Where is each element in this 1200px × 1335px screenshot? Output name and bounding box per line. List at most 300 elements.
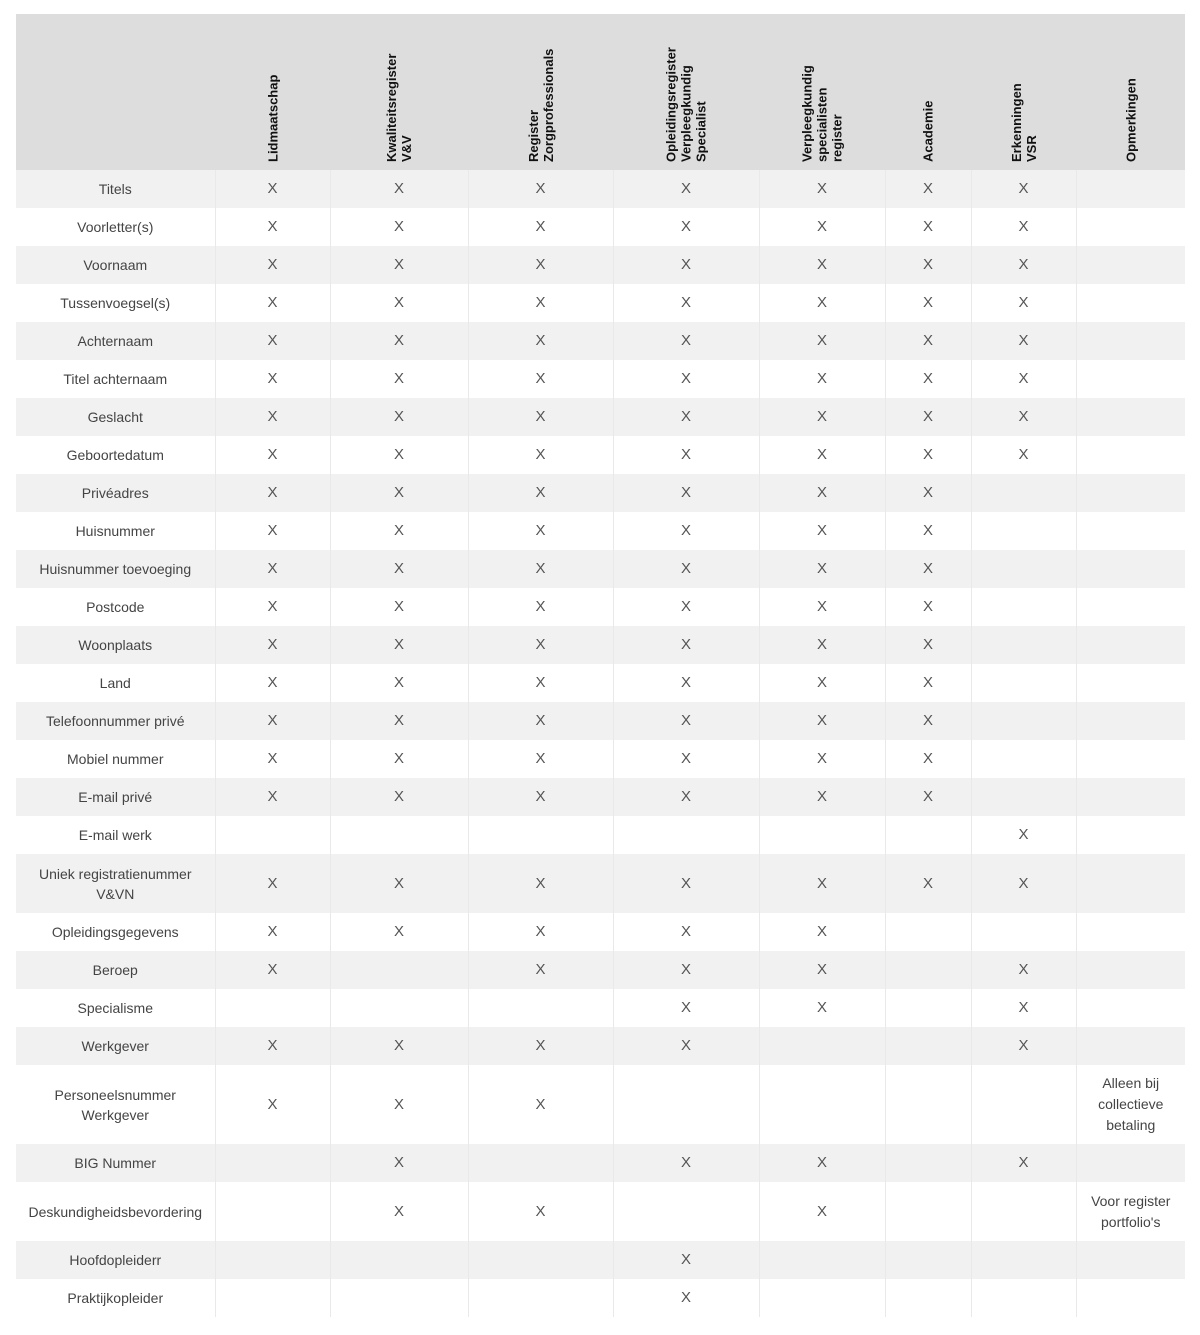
check-mark-cell: X: [613, 778, 759, 816]
check-mark-cell: X: [215, 360, 330, 398]
column-header-lidmaatschap: [215, 14, 330, 170]
table-row: [16, 702, 1185, 740]
check-mark-cell: X: [885, 474, 971, 512]
column-header-academie: [885, 14, 971, 170]
remark-cell: [1076, 512, 1185, 550]
table-row: [16, 913, 1185, 951]
empty-cell: [971, 1241, 1076, 1279]
check-mark-cell: X: [971, 360, 1076, 398]
empty-cell: [971, 1279, 1076, 1317]
row-label: Tussenvoegsel(s): [60, 295, 171, 311]
remark-cell: [1076, 436, 1185, 474]
empty-cell: [885, 1144, 971, 1182]
check-mark-cell: X: [759, 436, 885, 474]
empty-cell: [971, 913, 1076, 951]
check-mark-cell: X: [215, 512, 330, 550]
header-corner-cell: [16, 14, 215, 170]
row-label: Woonplaats: [78, 637, 153, 653]
remark-cell: [1076, 474, 1185, 512]
empty-cell: [971, 702, 1076, 740]
table-row: [16, 664, 1185, 702]
table-body: [16, 170, 1185, 1317]
column-header-register-zorgprofessionals: [468, 14, 613, 170]
check-mark-cell: X: [215, 398, 330, 436]
row-label: Achternaam: [77, 333, 153, 349]
empty-cell: [885, 1182, 971, 1241]
check-mark-cell: X: [330, 854, 468, 913]
check-mark-cell: X: [885, 740, 971, 778]
empty-cell: [971, 664, 1076, 702]
empty-cell: [971, 588, 1076, 626]
check-mark-cell: X: [330, 550, 468, 588]
check-mark-cell: X: [759, 360, 885, 398]
row-label: Werkgever: [81, 1038, 149, 1054]
check-mark-cell: X: [215, 626, 330, 664]
check-mark-cell: X: [468, 626, 613, 664]
check-mark-cell: X: [759, 284, 885, 322]
check-mark-cell: X: [759, 702, 885, 740]
header-row: [16, 14, 1185, 170]
remark-cell: [1076, 702, 1185, 740]
check-mark-cell: X: [330, 360, 468, 398]
check-mark-cell: X: [330, 740, 468, 778]
row-label: Privéadres: [81, 485, 149, 501]
table-row: [16, 284, 1185, 322]
empty-cell: [330, 816, 468, 854]
table-row: [16, 816, 1185, 854]
check-mark-cell: X: [613, 474, 759, 512]
check-mark-cell: X: [330, 1182, 468, 1241]
check-mark-cell: X: [330, 1144, 468, 1182]
remark-cell: [1076, 1027, 1185, 1065]
check-mark-cell: X: [759, 1182, 885, 1241]
empty-cell: [215, 1241, 330, 1279]
check-mark-cell: X: [971, 246, 1076, 284]
check-mark-cell: X: [215, 588, 330, 626]
check-mark-cell: X: [613, 512, 759, 550]
remark-cell: [1076, 170, 1185, 208]
row-label: Land: [99, 675, 131, 691]
check-mark-cell: X: [759, 170, 885, 208]
empty-cell: [330, 989, 468, 1027]
row-label: Geboortedatum: [66, 447, 164, 463]
row-label: Geslacht: [87, 409, 143, 425]
table-row: [16, 1182, 1185, 1241]
check-mark-cell: X: [885, 170, 971, 208]
remark-cell: [1076, 208, 1185, 246]
check-mark-cell: X: [468, 360, 613, 398]
check-mark-cell: X: [613, 284, 759, 322]
check-mark-cell: X: [971, 951, 1076, 989]
row-label: Huisnummer toevoeging: [39, 561, 192, 577]
check-mark-cell: X: [330, 778, 468, 816]
empty-cell: [971, 512, 1076, 550]
table-row: [16, 1065, 1185, 1144]
check-mark-cell: X: [885, 626, 971, 664]
column-header-label: Opleidingsregister Verpleegkundig Specialist: [663, 47, 709, 162]
remark-cell: Alleen bij collectieve betaling: [1076, 1065, 1185, 1144]
check-mark-cell: X: [759, 854, 885, 913]
check-mark-cell: X: [468, 208, 613, 246]
check-mark-cell: X: [613, 208, 759, 246]
empty-cell: [759, 1279, 885, 1317]
remark-cell: [1076, 1144, 1185, 1182]
table-row: [16, 170, 1185, 208]
check-mark-cell: X: [885, 436, 971, 474]
row-label: E-mail privé: [78, 789, 153, 805]
column-header-opmerkingen: [1076, 14, 1185, 170]
table-row: [16, 989, 1185, 1027]
check-mark-cell: X: [468, 664, 613, 702]
table-row: [16, 322, 1185, 360]
check-mark-cell: X: [468, 778, 613, 816]
table-row: [16, 550, 1185, 588]
check-mark-cell: X: [330, 588, 468, 626]
check-mark-cell: X: [215, 702, 330, 740]
check-mark-cell: X: [468, 951, 613, 989]
check-mark-cell: X: [330, 702, 468, 740]
check-mark-cell: X: [971, 854, 1076, 913]
check-mark-cell: X: [215, 1027, 330, 1065]
empty-cell: [759, 1065, 885, 1144]
check-mark-cell: X: [468, 322, 613, 360]
check-mark-cell: X: [468, 854, 613, 913]
check-mark-cell: X: [759, 740, 885, 778]
column-header-label: Lidmaatschap: [265, 74, 280, 162]
check-mark-cell: X: [885, 360, 971, 398]
check-mark-cell: X: [468, 398, 613, 436]
check-mark-cell: X: [468, 1182, 613, 1241]
empty-cell: [885, 1279, 971, 1317]
remark-cell: [1076, 360, 1185, 398]
row-label: Opleidingsgegevens: [51, 924, 179, 940]
row-label: Specialisme: [77, 1000, 153, 1016]
check-mark-cell: X: [330, 246, 468, 284]
check-mark-cell: X: [468, 1065, 613, 1144]
check-mark-cell: X: [215, 854, 330, 913]
check-mark-cell: X: [885, 284, 971, 322]
check-mark-cell: X: [759, 322, 885, 360]
empty-cell: [885, 1241, 971, 1279]
row-label: E-mail werk: [78, 827, 152, 843]
table-row: [16, 854, 1185, 913]
remark-cell: [1076, 816, 1185, 854]
check-mark-cell: X: [885, 398, 971, 436]
row-label: Beroep: [92, 962, 138, 978]
check-mark-cell: X: [971, 284, 1076, 322]
row-label: Titels: [98, 181, 132, 197]
check-mark-cell: X: [330, 626, 468, 664]
table-row: [16, 1144, 1185, 1182]
remark-cell: [1076, 550, 1185, 588]
remark-cell: [1076, 740, 1185, 778]
check-mark-cell: X: [468, 170, 613, 208]
check-mark-cell: X: [613, 854, 759, 913]
empty-cell: [971, 550, 1076, 588]
row-label: Personeelsnummer Werkgever: [54, 1086, 176, 1123]
data-field-matrix-table: [16, 14, 1185, 1317]
column-header-label: Opmerkingen: [1123, 78, 1138, 162]
check-mark-cell: X: [215, 170, 330, 208]
check-mark-cell: X: [759, 474, 885, 512]
check-mark-cell: X: [613, 989, 759, 1027]
check-mark-cell: X: [885, 778, 971, 816]
check-mark-cell: X: [613, 664, 759, 702]
empty-cell: [759, 816, 885, 854]
check-mark-cell: X: [215, 913, 330, 951]
remark-cell: Voor register portfolio's: [1076, 1182, 1185, 1241]
empty-cell: [971, 626, 1076, 664]
check-mark-cell: X: [330, 284, 468, 322]
check-mark-cell: X: [215, 322, 330, 360]
check-mark-cell: X: [885, 854, 971, 913]
check-mark-cell: X: [759, 246, 885, 284]
check-mark-cell: X: [468, 702, 613, 740]
row-label: Telefoonnummer privé: [45, 713, 185, 729]
check-mark-cell: X: [215, 208, 330, 246]
check-mark-cell: X: [613, 626, 759, 664]
check-mark-cell: X: [215, 474, 330, 512]
check-mark-cell: X: [215, 951, 330, 989]
empty-cell: [885, 989, 971, 1027]
table-row: [16, 398, 1185, 436]
empty-cell: [613, 1065, 759, 1144]
empty-cell: [215, 989, 330, 1027]
empty-cell: [971, 1065, 1076, 1144]
check-mark-cell: X: [759, 626, 885, 664]
check-mark-cell: X: [885, 322, 971, 360]
remark-cell: [1076, 626, 1185, 664]
check-mark-cell: X: [330, 436, 468, 474]
check-mark-cell: X: [613, 170, 759, 208]
table-row: [16, 512, 1185, 550]
table-row: [16, 626, 1185, 664]
table-row: [16, 208, 1185, 246]
row-label: Titel achternaam: [63, 371, 168, 387]
check-mark-cell: X: [971, 398, 1076, 436]
empty-cell: [468, 1279, 613, 1317]
check-mark-cell: X: [330, 208, 468, 246]
empty-cell: [885, 951, 971, 989]
check-mark-cell: X: [468, 284, 613, 322]
empty-cell: [330, 951, 468, 989]
check-mark-cell: X: [613, 436, 759, 474]
row-label: Deskundigheidsbevordering: [28, 1203, 203, 1220]
check-mark-cell: X: [215, 778, 330, 816]
check-mark-cell: X: [971, 322, 1076, 360]
check-mark-cell: X: [613, 360, 759, 398]
row-label: Postcode: [86, 599, 145, 615]
check-mark-cell: X: [215, 740, 330, 778]
check-mark-cell: X: [330, 1027, 468, 1065]
check-mark-cell: X: [971, 436, 1076, 474]
check-mark-cell: X: [971, 1144, 1076, 1182]
check-mark-cell: X: [330, 398, 468, 436]
empty-cell: [330, 1241, 468, 1279]
remark-cell: [1076, 664, 1185, 702]
check-mark-cell: X: [215, 550, 330, 588]
empty-cell: [468, 1144, 613, 1182]
check-mark-cell: X: [468, 474, 613, 512]
check-mark-cell: X: [215, 436, 330, 474]
check-mark-cell: X: [330, 322, 468, 360]
column-header-label: Register Zorgprofessionals: [525, 48, 556, 162]
row-label: BIG Nummer: [74, 1155, 157, 1171]
check-mark-cell: X: [971, 989, 1076, 1027]
check-mark-cell: X: [468, 588, 613, 626]
empty-cell: [468, 816, 613, 854]
remark-cell: [1076, 322, 1185, 360]
table-row: [16, 246, 1185, 284]
column-header-vs-register: [759, 14, 885, 170]
check-mark-cell: X: [330, 1065, 468, 1144]
table-row: [16, 1027, 1185, 1065]
check-mark-cell: X: [613, 913, 759, 951]
table-row: [16, 951, 1185, 989]
row-label: Hoofdopleiderr: [69, 1252, 162, 1268]
check-mark-cell: X: [971, 816, 1076, 854]
empty-cell: [759, 1027, 885, 1065]
check-mark-cell: X: [759, 951, 885, 989]
check-mark-cell: X: [971, 1027, 1076, 1065]
column-header-kwaliteitsregister: [330, 14, 468, 170]
check-mark-cell: X: [885, 512, 971, 550]
check-mark-cell: X: [885, 208, 971, 246]
table-row: [16, 474, 1185, 512]
check-mark-cell: X: [468, 550, 613, 588]
column-header-label: Erkenningen VSR: [1008, 83, 1039, 162]
empty-cell: [885, 913, 971, 951]
check-mark-cell: X: [759, 664, 885, 702]
check-mark-cell: X: [759, 512, 885, 550]
check-mark-cell: X: [330, 474, 468, 512]
check-mark-cell: X: [613, 702, 759, 740]
check-mark-cell: X: [759, 989, 885, 1027]
remark-cell: [1076, 1241, 1185, 1279]
check-mark-cell: X: [468, 246, 613, 284]
check-mark-cell: X: [759, 208, 885, 246]
empty-cell: [885, 1027, 971, 1065]
check-mark-cell: X: [613, 322, 759, 360]
check-mark-cell: X: [613, 398, 759, 436]
check-mark-cell: X: [215, 664, 330, 702]
row-label: Voornaam: [83, 257, 148, 273]
empty-cell: [613, 1182, 759, 1241]
check-mark-cell: X: [330, 512, 468, 550]
check-mark-cell: X: [613, 1279, 759, 1317]
column-header-label: Verpleegkundig specialisten register: [799, 65, 845, 162]
check-mark-cell: X: [885, 588, 971, 626]
row-label: Mobiel nummer: [67, 751, 164, 767]
table-row: [16, 436, 1185, 474]
check-mark-cell: X: [759, 1144, 885, 1182]
empty-cell: [971, 1182, 1076, 1241]
check-mark-cell: X: [759, 778, 885, 816]
row-label: Huisnummer: [75, 523, 155, 539]
check-mark-cell: X: [885, 702, 971, 740]
remark-cell: [1076, 284, 1185, 322]
empty-cell: [971, 740, 1076, 778]
remark-cell: [1076, 246, 1185, 284]
remark-cell: [1076, 951, 1185, 989]
remark-cell: [1076, 588, 1185, 626]
check-mark-cell: X: [971, 208, 1076, 246]
check-mark-cell: X: [468, 740, 613, 778]
column-header-label: Kwaliteitsregister V&V: [384, 53, 414, 162]
empty-cell: [330, 1279, 468, 1317]
row-label: Uniek registratienummer V&VN: [39, 865, 192, 902]
table-row: [16, 778, 1185, 816]
empty-cell: [759, 1241, 885, 1279]
empty-cell: [215, 1279, 330, 1317]
check-mark-cell: X: [468, 1027, 613, 1065]
check-mark-cell: X: [759, 588, 885, 626]
column-header-label: Academie: [920, 100, 936, 162]
column-header-erkenningen-vsr: [971, 14, 1076, 170]
check-mark-cell: X: [613, 550, 759, 588]
check-mark-cell: X: [330, 913, 468, 951]
remark-cell: [1076, 989, 1185, 1027]
check-mark-cell: X: [330, 664, 468, 702]
check-mark-cell: X: [468, 512, 613, 550]
table-header: [16, 14, 1185, 170]
column-header-opleidingsregister: [613, 14, 759, 170]
check-mark-cell: X: [613, 588, 759, 626]
empty-cell: [971, 778, 1076, 816]
check-mark-cell: X: [971, 170, 1076, 208]
remark-cell: [1076, 913, 1185, 951]
remark-cell: [1076, 854, 1185, 913]
empty-cell: [885, 1065, 971, 1144]
empty-cell: [215, 1144, 330, 1182]
check-mark-cell: X: [468, 436, 613, 474]
empty-cell: [215, 1182, 330, 1241]
empty-cell: [613, 816, 759, 854]
check-mark-cell: X: [759, 550, 885, 588]
table-row: [16, 360, 1185, 398]
empty-cell: [971, 474, 1076, 512]
check-mark-cell: X: [330, 170, 468, 208]
check-mark-cell: X: [613, 740, 759, 778]
remark-cell: [1076, 1279, 1185, 1317]
check-mark-cell: X: [613, 246, 759, 284]
check-mark-cell: X: [759, 913, 885, 951]
check-mark-cell: X: [885, 246, 971, 284]
check-mark-cell: X: [613, 1027, 759, 1065]
empty-cell: [215, 816, 330, 854]
check-mark-cell: X: [613, 1144, 759, 1182]
check-mark-cell: X: [215, 246, 330, 284]
table-row: [16, 1241, 1185, 1279]
check-mark-cell: X: [468, 913, 613, 951]
check-mark-cell: X: [613, 951, 759, 989]
table-row: [16, 588, 1185, 626]
remark-cell: [1076, 778, 1185, 816]
empty-cell: [468, 1241, 613, 1279]
check-mark-cell: X: [885, 664, 971, 702]
empty-cell: [885, 816, 971, 854]
remark-cell: [1076, 398, 1185, 436]
check-mark-cell: X: [215, 284, 330, 322]
check-mark-cell: X: [613, 1241, 759, 1279]
check-mark-cell: X: [885, 550, 971, 588]
table-row: [16, 740, 1185, 778]
table-row: [16, 1279, 1185, 1317]
check-mark-cell: X: [215, 1065, 330, 1144]
row-label: Praktijkopleider: [67, 1290, 164, 1306]
empty-cell: [468, 989, 613, 1027]
row-label: Voorletter(s): [77, 219, 154, 235]
